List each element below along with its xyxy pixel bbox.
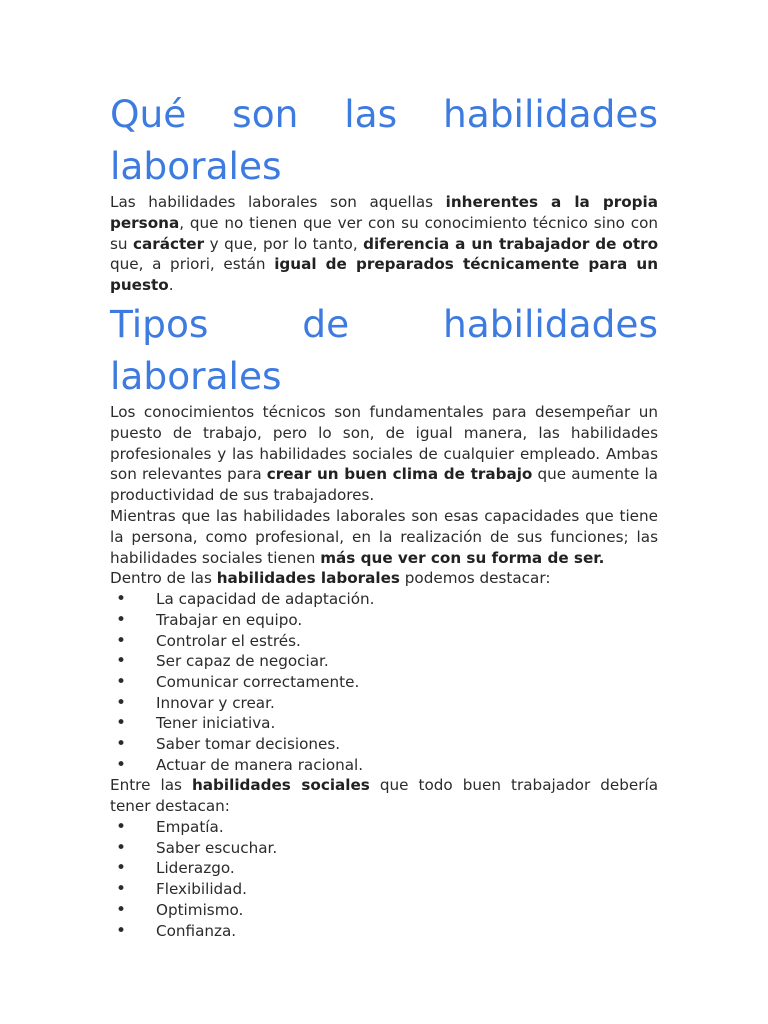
list-item: • Saber escuchar. [110, 838, 658, 859]
text-run: que todo buen trabajador debería tener destacan: [110, 776, 658, 816]
bold-run: carácter [133, 234, 205, 253]
intro-paragraph [110, 192, 658, 296]
paragraph-dentro [110, 568, 658, 589]
list-item: • Optimismo. [110, 900, 658, 921]
bold-run: diferencia a un trabajador de otro [363, 234, 659, 253]
text-run: Las habilidades laborales son aquellas [110, 193, 446, 211]
text-run: Mientras que las habilidades laborales son esas capacidades que tiene la persona, como profesional, en la realización de sus funciones; las habilidades sociales tienen [110, 506, 658, 567]
list-item: • Actuar de manera racional. [110, 755, 658, 776]
text-run: que aumente la productividad de sus trabajadores. [110, 465, 658, 505]
list-item: • Controlar el estrés. [110, 631, 658, 652]
bold-run: más que ver con su forma de ser. [320, 548, 605, 567]
list-item: • Tener iniciativa. [110, 713, 658, 734]
bold-run: habilidades sociales [191, 776, 370, 795]
paragraph-conocimientos [110, 402, 658, 506]
list-item: • Flexibilidad. [110, 879, 658, 900]
list-item: • Saber tomar decisiones. [110, 734, 658, 755]
bold-run: inherentes a la propia persona [110, 193, 658, 232]
text-run: Los conocimientos técnicos son fundamentales para desempeñar un puesto de trabajo, pero lo son, de igual manera, las habilidades profesionales y las habilidades sociales de cualquier empleado. Ambas son relevantes para [110, 402, 658, 484]
list-item: • Liderazgo. [110, 858, 658, 879]
bold-run: habilidades laborales [216, 569, 400, 588]
text-run: Entre las [110, 776, 192, 795]
habilidades-sociales-list [110, 817, 658, 941]
list-item: • Innovar y crear. [110, 693, 658, 714]
heading-tipos: Tipos de habilidades laborales [110, 301, 658, 398]
paragraph-mientras [110, 506, 658, 568]
list-item: • Empatía. [110, 817, 658, 838]
habilidades-laborales-list [110, 589, 658, 775]
list-item: • La capacidad de adaptación. [110, 589, 658, 610]
text-run: Dentro de las [110, 569, 217, 588]
list-item: • Trabajar en equipo. [110, 610, 658, 631]
text-run: , que no tienen que ver con su conocimiento técnico sino con su [110, 213, 658, 253]
list-item: • Ser capaz de negociar. [110, 651, 658, 672]
bold-run: crear un buen clima de trabajo [266, 465, 533, 484]
text-run: que, a priori, están [110, 255, 275, 274]
text-run: podemos destacar: [399, 569, 551, 588]
document-body [110, 88, 658, 941]
bold-run: igual de preparados técnicamente para un puesto [110, 255, 659, 295]
text-run: . [168, 276, 174, 295]
paragraph-entre [110, 775, 658, 817]
list-item: • Comunicar correctamente. [110, 672, 658, 693]
list-item: • Confianza. [110, 921, 658, 942]
heading-que-son: Qué son las habilidades laborales [110, 92, 658, 188]
text-run: y que, por lo tanto, [204, 234, 364, 253]
